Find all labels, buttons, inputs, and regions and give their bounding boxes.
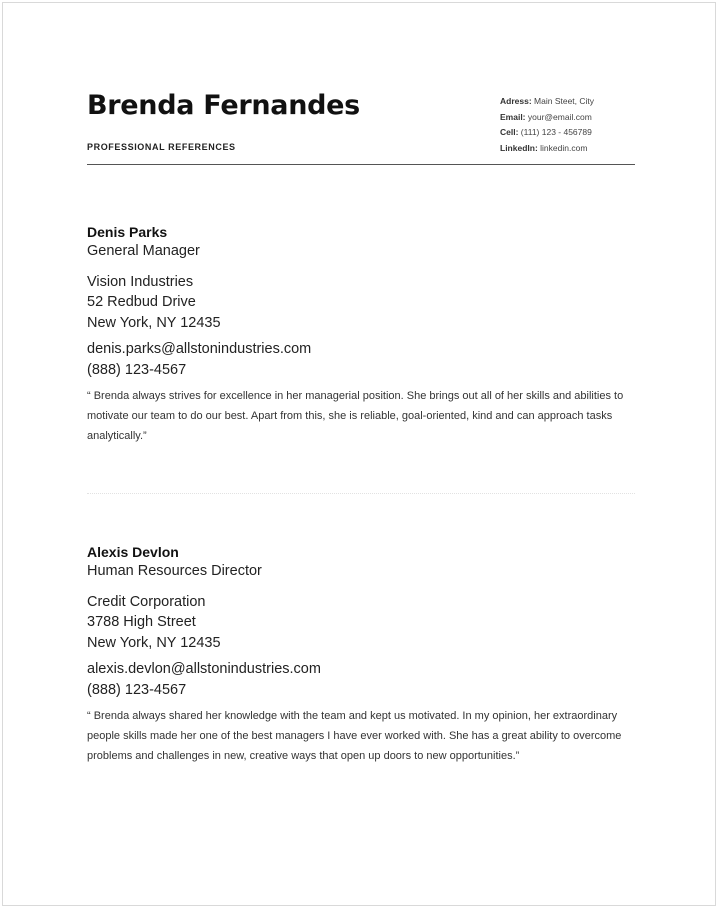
reference-quote: “ Brenda always strives for excellence in her managerial position. She brings out all of her skills and abilities to motivate our team to do our best. Apart from this, she is reliable, goal-oriented, kind and can approach tasks analytically.”: [87, 390, 624, 442]
contact-linkedin-label: LinkedIn:: [500, 142, 538, 153]
reference-company: Vision Industries: [87, 273, 194, 290]
contact-email-label: Email:: [500, 111, 526, 122]
reference-phone: (888) 123-4567: [87, 361, 187, 378]
section-divider: [87, 493, 635, 494]
contact-cell: [500, 125, 594, 141]
reference-quote: “ Brenda always shared her knowledge with the team and kept us motivated. In my opinion, her extraordinary people skills made her one of the best managers I have ever worked with. She has a great ability to overcome problems and challenges in new, creative ways that open up doors to new opportunities.”: [87, 710, 622, 762]
header-rule: [87, 164, 635, 165]
reference-email: alexis.devlon@allstonindustries.com: [87, 661, 321, 677]
contact-address-value: Main Steet, City: [534, 96, 595, 106]
reference-name: Denis Parks: [87, 224, 168, 240]
reference-title: General Manager: [87, 243, 200, 259]
reference-entry: [87, 543, 647, 766]
reference-city: New York, NY 12435: [87, 634, 221, 651]
reference-email: denis.parks@allstonindustries.com: [87, 341, 312, 357]
reference-name: Alexis Devlon: [87, 544, 179, 560]
contact-email: [500, 110, 594, 126]
reference-entry: [87, 223, 647, 446]
contact-cell-label: Cell:: [500, 127, 519, 137]
reference-title: Human Resources Director: [87, 563, 262, 579]
reference-street: 3788 High Street: [87, 614, 196, 630]
document-subtitle: PROFESSIONAL REFERENCES: [87, 142, 236, 152]
contact-linkedin-value: linkedin.com: [540, 142, 588, 153]
contact-block: [500, 94, 594, 156]
reference-street: 52 Redbud Drive: [87, 294, 196, 310]
contact-email-value: your@email.com: [527, 111, 592, 122]
contact-address-label: Adress:: [500, 96, 532, 106]
document-header: [87, 90, 635, 166]
contact-address: [500, 94, 594, 110]
contact-cell-value: (111) 123 - 456789: [520, 127, 592, 137]
contact-linkedin: [500, 141, 594, 157]
reference-phone: (888) 123-4567: [87, 681, 187, 698]
applicant-name: Brenda Fernandes: [87, 90, 360, 121]
reference-city: New York, NY 12435: [87, 314, 221, 331]
reference-company: Credit Corporation: [87, 593, 206, 610]
